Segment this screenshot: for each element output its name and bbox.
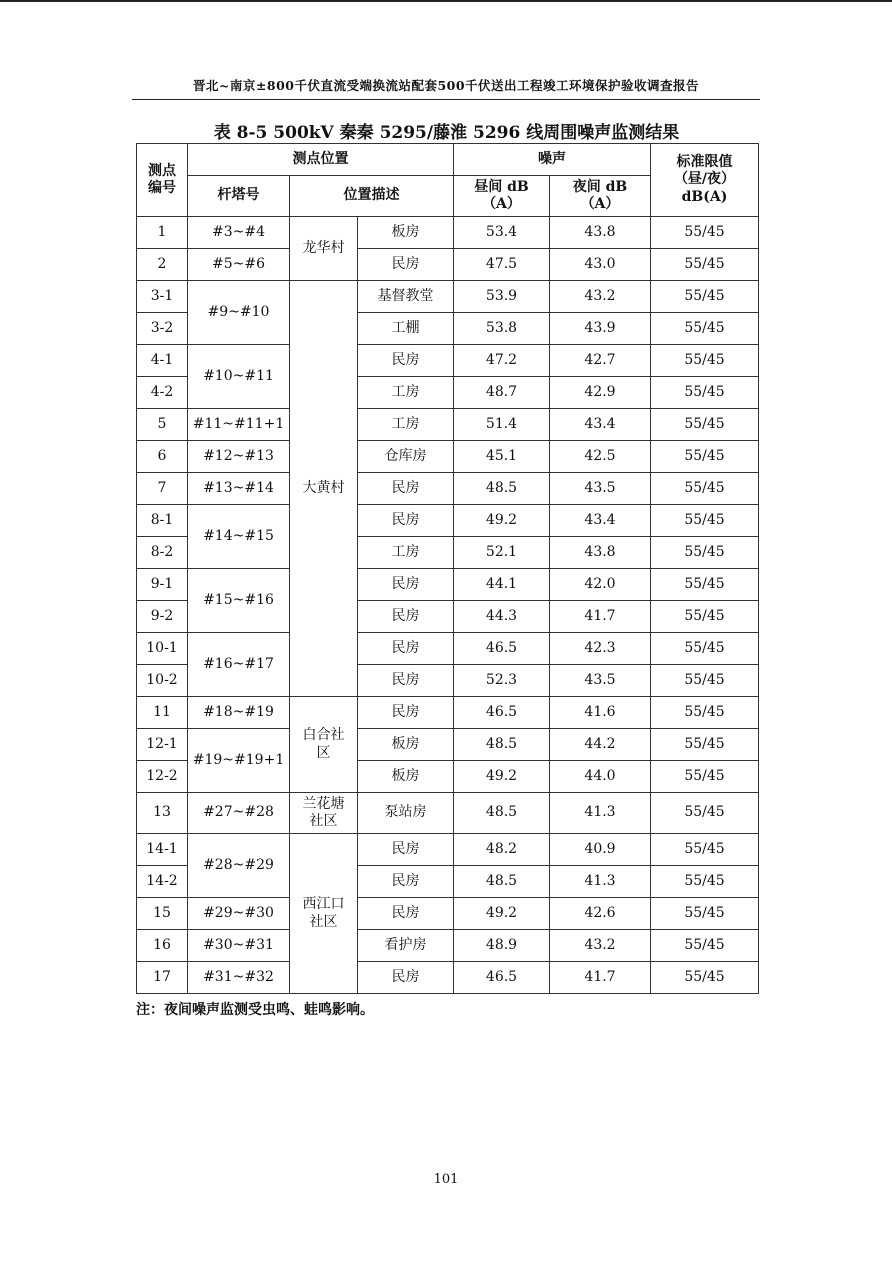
- table-row: [137, 345, 759, 377]
- cell-tower: #13~#14: [188, 473, 290, 505]
- table-note: 注：夜间噪声监测受虫鸣、蛙鸣影响。: [136, 1002, 374, 1018]
- table-row: [137, 473, 759, 505]
- table-row: [137, 633, 759, 665]
- cell-limit: 55/45: [651, 729, 759, 761]
- cell-day: 46.5: [454, 633, 550, 665]
- cell-limit: 55/45: [651, 473, 759, 505]
- cell-tower: #31~#32: [188, 962, 290, 994]
- table-row: [137, 409, 759, 441]
- cell-night: 43.5: [550, 473, 651, 505]
- cell-id: 10-1: [137, 633, 188, 665]
- cell-limit: 55/45: [651, 866, 759, 898]
- cell-day: 53.4: [454, 217, 550, 249]
- cell-day: 47.2: [454, 345, 550, 377]
- table-row: [137, 930, 759, 962]
- cell-day: 48.9: [454, 930, 550, 962]
- cell-id: 14-1: [137, 834, 188, 866]
- cell-day: 47.5: [454, 249, 550, 281]
- cell-tower: #10~#11: [188, 345, 290, 409]
- cell-desc: 工房: [358, 377, 454, 409]
- cell-desc: 民房: [358, 866, 454, 898]
- table-row: [137, 441, 759, 473]
- cell-desc: 基督教堂: [358, 281, 454, 313]
- cell-day: 49.2: [454, 505, 550, 537]
- cell-id: 1: [137, 217, 188, 249]
- cell-id: 3-1: [137, 281, 188, 313]
- cell-desc: 民房: [358, 834, 454, 866]
- cell-desc: 仓库房: [358, 441, 454, 473]
- cell-id: 4-2: [137, 377, 188, 409]
- cell-limit: 55/45: [651, 281, 759, 313]
- header-desc: 位置描述: [290, 176, 454, 217]
- cell-id: 4-1: [137, 345, 188, 377]
- table-row: [137, 505, 759, 537]
- header-rule: [132, 99, 760, 100]
- cell-desc: 泵站房: [358, 793, 454, 834]
- cell-village: 西江口 社区: [290, 834, 358, 994]
- cell-limit: 55/45: [651, 930, 759, 962]
- cell-id: 2: [137, 249, 188, 281]
- cell-id: 12-1: [137, 729, 188, 761]
- cell-id: 5: [137, 409, 188, 441]
- cell-id: 8-2: [137, 537, 188, 569]
- cell-limit: 55/45: [651, 569, 759, 601]
- cell-desc: 工房: [358, 409, 454, 441]
- cell-day: 49.2: [454, 761, 550, 793]
- cell-id: 3-2: [137, 313, 188, 345]
- cell-night: 42.6: [550, 898, 651, 930]
- cell-day: 52.3: [454, 665, 550, 697]
- running-header: 晋北~南京±800千伏直流受端换流站配套500千伏送出工程竣工环境保护验收调查报告: [192, 78, 700, 93]
- cell-desc: 板房: [358, 761, 454, 793]
- cell-day: 48.7: [454, 377, 550, 409]
- cell-tower: #5~#6: [188, 249, 290, 281]
- cell-day: 48.2: [454, 834, 550, 866]
- cell-night: 41.6: [550, 697, 651, 729]
- cell-tower: #30~#31: [188, 930, 290, 962]
- cell-desc: 民房: [358, 601, 454, 633]
- table-row: [137, 697, 759, 729]
- table-row: [137, 729, 759, 761]
- header-tower: 杆塔号: [188, 176, 290, 217]
- cell-tower: #18~#19: [188, 697, 290, 729]
- cell-day: 48.5: [454, 866, 550, 898]
- cell-desc: 民房: [358, 962, 454, 994]
- cell-village: 龙华村: [290, 217, 358, 281]
- cell-tower: #19~#19+1: [188, 729, 290, 793]
- noise-results-table: [136, 143, 759, 994]
- cell-night: 44.0: [550, 761, 651, 793]
- cell-limit: 55/45: [651, 697, 759, 729]
- cell-desc: 民房: [358, 569, 454, 601]
- cell-limit: 55/45: [651, 409, 759, 441]
- cell-desc: 板房: [358, 729, 454, 761]
- cell-tower: #27~#28: [188, 793, 290, 834]
- cell-limit: 55/45: [651, 665, 759, 697]
- cell-tower: #11~#11+1: [188, 409, 290, 441]
- cell-id: 7: [137, 473, 188, 505]
- cell-limit: 55/45: [651, 962, 759, 994]
- cell-night: 43.5: [550, 665, 651, 697]
- cell-limit: 55/45: [651, 441, 759, 473]
- cell-night: 43.8: [550, 217, 651, 249]
- cell-day: 53.9: [454, 281, 550, 313]
- cell-night: 41.7: [550, 962, 651, 994]
- cell-village: 兰花塘 社区: [290, 793, 358, 834]
- cell-day: 48.5: [454, 793, 550, 834]
- cell-village: 大黄村: [290, 281, 358, 697]
- cell-night: 43.0: [550, 249, 651, 281]
- cell-night: 42.5: [550, 441, 651, 473]
- cell-night: 43.4: [550, 505, 651, 537]
- cell-night: 41.3: [550, 793, 651, 834]
- cell-day: 46.5: [454, 697, 550, 729]
- cell-limit: 55/45: [651, 834, 759, 866]
- cell-tower: #9~#10: [188, 281, 290, 345]
- cell-id: 8-1: [137, 505, 188, 537]
- cell-id: 15: [137, 898, 188, 930]
- cell-day: 49.2: [454, 898, 550, 930]
- cell-tower: #16~#17: [188, 633, 290, 697]
- cell-limit: 55/45: [651, 898, 759, 930]
- cell-desc: 民房: [358, 898, 454, 930]
- cell-id: 16: [137, 930, 188, 962]
- table-row: [137, 249, 759, 281]
- cell-tower: #12~#13: [188, 441, 290, 473]
- table-row: [137, 281, 759, 313]
- cell-night: 42.3: [550, 633, 651, 665]
- cell-day: 48.5: [454, 729, 550, 761]
- cell-night: 43.2: [550, 281, 651, 313]
- cell-night: 43.9: [550, 313, 651, 345]
- cell-night: 44.2: [550, 729, 651, 761]
- cell-night: 41.3: [550, 866, 651, 898]
- header-point-id: 测点 编号: [137, 144, 188, 217]
- cell-day: 51.4: [454, 409, 550, 441]
- cell-tower: #28~#29: [188, 834, 290, 898]
- cell-desc: 板房: [358, 217, 454, 249]
- cell-limit: 55/45: [651, 217, 759, 249]
- cell-night: 42.9: [550, 377, 651, 409]
- cell-tower: #15~#16: [188, 569, 290, 633]
- cell-day: 52.1: [454, 537, 550, 569]
- cell-desc: 民房: [358, 249, 454, 281]
- cell-night: 43.4: [550, 409, 651, 441]
- cell-limit: 55/45: [651, 537, 759, 569]
- cell-limit: 55/45: [651, 377, 759, 409]
- header-location: 测点位置: [188, 144, 454, 176]
- cell-id: 12-2: [137, 761, 188, 793]
- cell-day: 44.3: [454, 601, 550, 633]
- cell-tower: #3~#4: [188, 217, 290, 249]
- cell-day: 46.5: [454, 962, 550, 994]
- cell-id: 9-2: [137, 601, 188, 633]
- cell-village: 白合社 区: [290, 697, 358, 793]
- cell-night: 42.7: [550, 345, 651, 377]
- cell-desc: 民房: [358, 345, 454, 377]
- cell-night: 43.8: [550, 537, 651, 569]
- table-row: [137, 962, 759, 994]
- cell-tower: #14~#15: [188, 505, 290, 569]
- cell-desc: 看护房: [358, 930, 454, 962]
- cell-desc: 工棚: [358, 313, 454, 345]
- cell-limit: 55/45: [651, 793, 759, 834]
- table-row: [137, 569, 759, 601]
- header-noise: 噪声: [454, 144, 651, 176]
- table-row: [137, 217, 759, 249]
- cell-limit: 55/45: [651, 249, 759, 281]
- cell-id: 17: [137, 962, 188, 994]
- cell-limit: 55/45: [651, 601, 759, 633]
- cell-id: 10-2: [137, 665, 188, 697]
- top-border-line: [0, 0, 892, 2]
- cell-desc: 民房: [358, 633, 454, 665]
- cell-limit: 55/45: [651, 313, 759, 345]
- table-row: [137, 793, 759, 834]
- cell-desc: 民房: [358, 697, 454, 729]
- cell-night: 42.0: [550, 569, 651, 601]
- cell-desc: 民房: [358, 505, 454, 537]
- table-row: [137, 834, 759, 866]
- cell-id: 13: [137, 793, 188, 834]
- cell-id: 6: [137, 441, 188, 473]
- header-limit: 标准限值 （昼/夜） dB(A): [651, 144, 759, 217]
- cell-limit: 55/45: [651, 633, 759, 665]
- cell-night: 43.2: [550, 930, 651, 962]
- cell-desc: 工房: [358, 537, 454, 569]
- header-day: 昼间 dB （A）: [454, 176, 550, 217]
- cell-id: 14-2: [137, 866, 188, 898]
- cell-limit: 55/45: [651, 505, 759, 537]
- cell-limit: 55/45: [651, 345, 759, 377]
- cell-tower: #29~#30: [188, 898, 290, 930]
- cell-day: 44.1: [454, 569, 550, 601]
- cell-day: 48.5: [454, 473, 550, 505]
- cell-day: 53.8: [454, 313, 550, 345]
- cell-limit: 55/45: [651, 761, 759, 793]
- page-number: 101: [433, 1172, 459, 1187]
- cell-night: 41.7: [550, 601, 651, 633]
- cell-desc: 民房: [358, 665, 454, 697]
- header-night: 夜间 dB （A）: [550, 176, 651, 217]
- cell-desc: 民房: [358, 473, 454, 505]
- table-row: [137, 898, 759, 930]
- cell-day: 45.1: [454, 441, 550, 473]
- cell-id: 11: [137, 697, 188, 729]
- table-caption: 表 8-5 500kV 秦秦 5295/藤淮 5296 线周围噪声监测结果: [213, 123, 680, 143]
- cell-night: 40.9: [550, 834, 651, 866]
- cell-id: 9-1: [137, 569, 188, 601]
